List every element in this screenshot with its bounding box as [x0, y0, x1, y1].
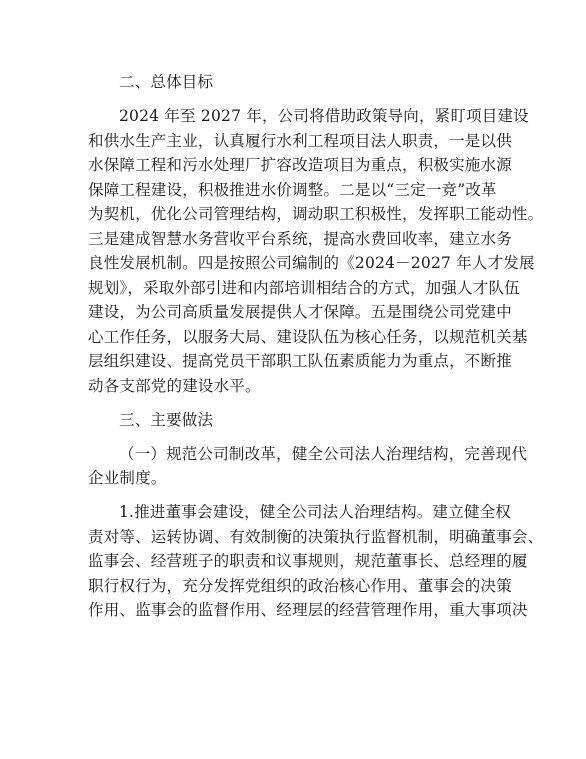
text-line: 为契机，优化公司管理结构，调动职工积极性，发挥职工能动性。 [88, 205, 544, 223]
text-line: 建设，为公司高质量发展提供人才保障。五是围绕公司党建中 [88, 303, 512, 321]
text-line: 企业制度。 [88, 469, 167, 487]
paragraph-item-1 [88, 502, 544, 620]
text-line: 责对等、运转协调、有效制衡的决策执行监督机制，明确董事会、 [88, 527, 544, 546]
paragraph-subsection-1 [88, 444, 528, 489]
text-line: 良性发展机制。四是按照公司编制的《2024－2027 年人才发展 [88, 254, 535, 272]
text-line: 动各支部党的建设水平。 [88, 376, 261, 395]
text-line: 职行权行为，充分发挥党组织的政治核心作用、董事会的决策 [88, 576, 512, 595]
text-line: 2024 年至 2027 年，公司将借助政策导向，紧盯项目建设 [119, 107, 529, 125]
section-heading-main-practices: 三、主要做法 [119, 410, 214, 429]
text-line: 水保障工程和污水处理厂扩容改造项目为重点，积极实施水源 [88, 156, 512, 174]
text-line: 心工作任务，以服务大局、建设队伍为核心任务，以规范机关基 [88, 327, 528, 346]
text-line: 保障工程建设，积极推进水价调整。二是以“三定一竞”改革 [88, 180, 497, 199]
section-heading-overall-goals: 二、总体目标 [119, 73, 214, 91]
paragraph-overall-goals [88, 106, 544, 396]
document-body [88, 72, 544, 625]
text-line: 作用、监事会的监督作用、经理层的经营管理作用，重大事项决 [88, 601, 528, 619]
text-line: 1.推进董事会建设，健全公司法人治理结构。建立健全权 [119, 503, 511, 521]
text-line: 监事会、经营班子的职责和议事规则，规范董事长、总经理的履 [88, 552, 528, 570]
text-line: 层组织建设、提高党员干部职工队伍素质能力为重点，不断推 [88, 352, 512, 370]
text-line: 规划》，采取外部引进和内部培训相结合的方式，加强人才队伍 [88, 278, 520, 297]
text-line: 三是建成智慧水务营收平台系统，提高水费回收率，建立水务 [88, 229, 512, 248]
text-line: （一）规范公司制改革，健全公司法人治理结构，完善现代 [119, 444, 528, 463]
text-line: 和供水生产主业，认真履行水利工程项目法人职责，一是以供 [88, 131, 512, 150]
